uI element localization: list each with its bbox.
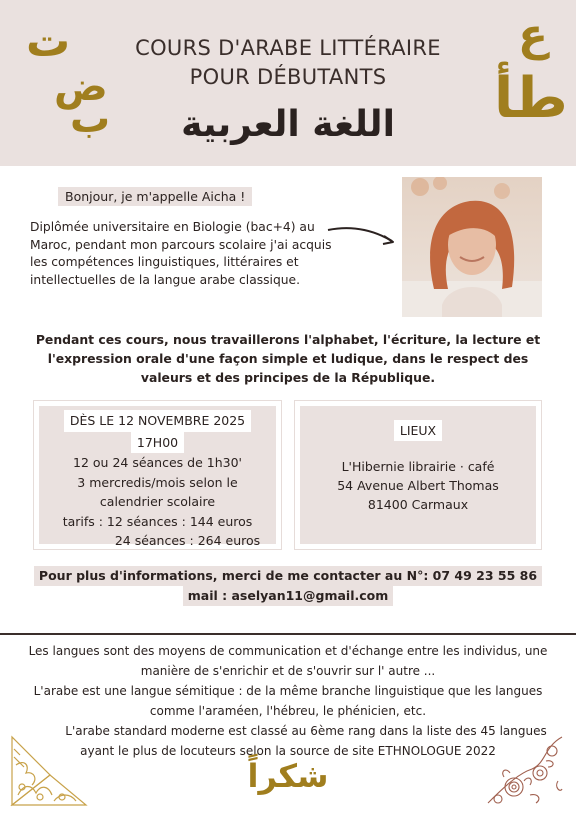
outro-line: L'arabe est une langue sémitique : de la même branche linguistique que les langues: [33, 684, 543, 698]
schedule-date: DÈS LE 12 NOVEMBRE 2025: [64, 410, 251, 432]
outro-line: manière de s'enrichir et de s'ouvrir sur l' autre ...: [140, 664, 436, 678]
schedule-box: [33, 400, 282, 550]
location-content: [300, 420, 536, 514]
arabic-letter-dad: ض: [54, 64, 108, 110]
closing-text: [22, 641, 554, 761]
arabic-letter-ain: ع: [518, 10, 549, 61]
curved-arrow-icon: [326, 222, 398, 248]
course-description: [34, 330, 542, 387]
thank-you-arabic: شكراً: [247, 757, 329, 795]
schedule-time: 17H00: [131, 432, 184, 454]
outro-line: L'arabe standard moderne est classé au 6ème rang dans la liste des 45 langues: [65, 724, 547, 738]
location-panel: [300, 406, 536, 544]
greeting: Bonjour, je m'appelle Aicha !: [58, 187, 252, 206]
bio-line: intellectuelles de la langue arabe classique.: [30, 272, 301, 287]
title-line-1: COURS D'ARABE LITTÉRAIRE: [135, 36, 441, 60]
schedule-content: [39, 410, 276, 551]
arabesque-ornament-icon: [10, 735, 88, 807]
arabic-title: اللغة العربية: [181, 104, 395, 145]
lead-line: Pendant ces cours, nous travaillerons l'alphabet, l'écriture, la lecture et: [35, 332, 541, 347]
page-title: [100, 34, 476, 92]
outro-line: comme l'araméen, l'hébreu, le phénicien, etc.: [149, 704, 427, 718]
schedule-price-24: 24 séances : 264 euros: [114, 533, 261, 548]
bio-line: Maroc, pendant mon parcours scolaire j'ai acquis: [30, 237, 332, 252]
schedule-panel: [39, 406, 276, 548]
divider: [0, 633, 576, 635]
contact-info: [0, 566, 576, 606]
arabic-letters-ta-alif: طأ: [494, 66, 568, 131]
arabic-letter-ba: ب: [70, 96, 111, 142]
outro-line: ayant le plus de locuteurs selon la source de site ETHNOLOGUE 2022: [80, 744, 496, 758]
contact-phone: Pour plus d'informations, merci de me contacter au N°: 07 49 23 55 86: [34, 566, 542, 586]
lead-line: valeurs et des principes de la République.: [140, 370, 436, 385]
profile-photo: [402, 177, 542, 317]
schedule-line: calendrier scolaire: [99, 494, 216, 509]
schedule-line: 3 mercredis/mois selon le: [77, 474, 238, 490]
location-line: L'Hibernie librairie · café: [341, 459, 495, 474]
schedule-line: 12 ou 24 séances de 1h30': [73, 455, 242, 470]
location-line: 54 Avenue Albert Thomas: [337, 478, 499, 493]
location-line: 81400 Carmaux: [367, 497, 469, 512]
arabic-letter-ta: ت: [26, 16, 71, 67]
bio-line: Diplômée universitaire en Biologie (bac+4) au: [30, 220, 315, 234]
bio-line: les compétences linguistiques, littéraires et: [30, 255, 299, 269]
title-line-2: POUR DÉBUTANTS: [189, 65, 387, 89]
location-label: LIEUX: [394, 420, 442, 441]
contact-email: mail : aselyan11@gmail.com: [183, 586, 394, 606]
outro-line: Les langues sont des moyens de communication et d'échange entre les individus, une: [28, 644, 548, 658]
lead-line: l'expression orale d'une façon simple et ludique, dans le respect des: [47, 351, 529, 366]
schedule-price-12: tarifs : 12 séances : 144 euros: [62, 513, 253, 529]
floral-ornament-icon: [484, 733, 564, 805]
bio-text: [30, 219, 370, 289]
location-box: [294, 400, 542, 550]
